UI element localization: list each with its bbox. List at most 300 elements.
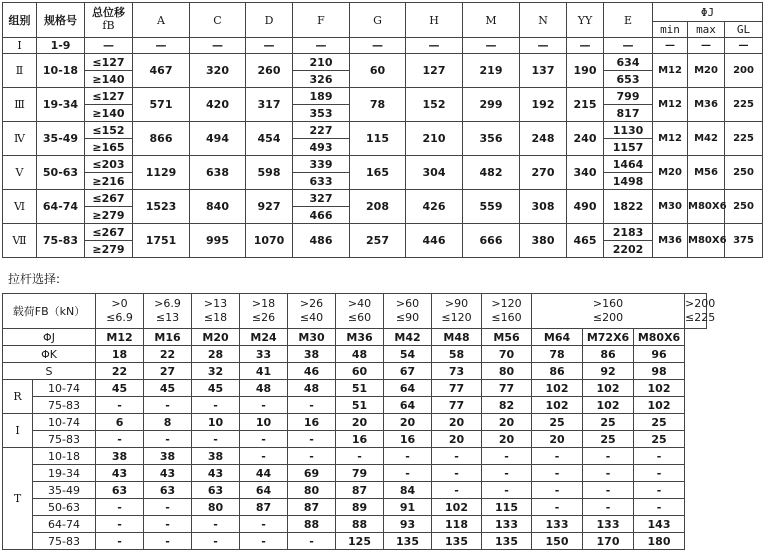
t-spec: 50-63 xyxy=(33,499,96,516)
header-displacement-label: 总位移 xyxy=(92,6,125,20)
load-range xyxy=(685,294,716,329)
cell-E: — xyxy=(604,38,653,54)
s-cell: 27 xyxy=(144,363,192,380)
r-cell: - xyxy=(288,397,336,414)
table-row xyxy=(3,346,707,363)
load-range xyxy=(482,294,532,329)
cell-spec: 50-63 xyxy=(37,156,85,190)
cell-displacement: ≤152 xyxy=(85,122,133,139)
t-cell: - xyxy=(144,499,192,516)
s-cell: 32 xyxy=(192,363,240,380)
r-cell: 77 xyxy=(432,380,482,397)
t-cell: - xyxy=(583,482,634,499)
range-lower: >0 xyxy=(111,296,128,310)
cell-D: 317 xyxy=(246,88,293,122)
t-cell: - xyxy=(336,448,384,465)
cell-C: 995 xyxy=(190,224,246,258)
cell-F: 227 xyxy=(293,122,350,139)
t-cell: - xyxy=(583,448,634,465)
range-upper: ≤13 xyxy=(155,311,180,324)
i-cell: 25 xyxy=(532,414,583,431)
range-lower: >90 xyxy=(444,296,469,310)
i-spec: 10-74 xyxy=(33,414,96,431)
t-spec: 75-83 xyxy=(33,533,96,550)
cell-H: — xyxy=(406,38,463,54)
cell-group: Ⅰ xyxy=(3,38,37,54)
phiK-cell: 22 xyxy=(144,346,192,363)
range-lower: >26 xyxy=(299,296,324,310)
i-group-label: I xyxy=(3,414,33,448)
range-lower: >160 xyxy=(592,296,624,310)
r-cell: 102 xyxy=(583,397,634,414)
cell-F: 326 xyxy=(293,71,350,88)
cell-max: M56 xyxy=(688,156,725,190)
cell-group: Ⅳ xyxy=(3,122,37,156)
cell-group: Ⅱ xyxy=(3,54,37,88)
cell-displacement: ≤127 xyxy=(85,54,133,71)
cell-G: 78 xyxy=(350,88,406,122)
cell-displacement: ≤127 xyxy=(85,88,133,105)
t-cell: 63 xyxy=(144,482,192,499)
cell-group: Ⅶ xyxy=(3,224,37,258)
t-cell: 135 xyxy=(482,533,532,550)
i-cell: 20 xyxy=(432,414,482,431)
r-cell: 102 xyxy=(532,397,583,414)
t-cell: 135 xyxy=(384,533,432,550)
cell-YY: 465 xyxy=(567,224,604,258)
i-cell: 8 xyxy=(144,414,192,431)
phiK-cell: 48 xyxy=(336,346,384,363)
s-cell: 86 xyxy=(532,363,583,380)
range-upper: ≤160 xyxy=(491,311,522,324)
table-row xyxy=(3,363,707,380)
cell-F: 327 xyxy=(293,190,350,207)
t-cell: 91 xyxy=(384,499,432,516)
phiJ-cell: M48 xyxy=(432,329,482,346)
cell-G: 208 xyxy=(350,190,406,224)
cell-F: 189 xyxy=(293,88,350,105)
s-cell: 60 xyxy=(336,363,384,380)
cell-M: 666 xyxy=(463,224,520,258)
cell-F: — xyxy=(293,38,350,54)
cell-H: 127 xyxy=(406,54,463,88)
phiJ-cell: M64 xyxy=(532,329,583,346)
t-cell: 102 xyxy=(432,499,482,516)
i-cell: - xyxy=(144,431,192,448)
cell-N: 137 xyxy=(520,54,567,88)
s-cell: 80 xyxy=(482,363,532,380)
header-M: M xyxy=(463,3,520,38)
t-cell: - xyxy=(288,533,336,550)
cell-F: 353 xyxy=(293,105,350,122)
phiK-cell: 86 xyxy=(583,346,634,363)
cell-YY: 340 xyxy=(567,156,604,190)
table-row xyxy=(3,397,707,414)
t-cell: - xyxy=(482,465,532,482)
cell-D: 927 xyxy=(246,190,293,224)
phiK-cell: 58 xyxy=(432,346,482,363)
cell-YY: 215 xyxy=(567,88,604,122)
r-cell: 77 xyxy=(482,380,532,397)
cell-E: 634 xyxy=(604,54,653,71)
cell-A: 1751 xyxy=(133,224,190,258)
r-cell: 77 xyxy=(432,397,482,414)
t-cell: - xyxy=(288,448,336,465)
header-phiJ: ΦJ xyxy=(653,3,763,22)
t-cell: - xyxy=(583,465,634,482)
s-cell: 46 xyxy=(288,363,336,380)
table-row xyxy=(3,122,763,139)
cell-E: 1498 xyxy=(604,173,653,190)
i-spec: 75-83 xyxy=(33,431,96,448)
i-cell: 25 xyxy=(634,431,685,448)
t-cell: - xyxy=(240,516,288,533)
cell-M: 299 xyxy=(463,88,520,122)
table-row xyxy=(3,465,707,482)
table-row xyxy=(3,516,707,533)
cell-D: 1070 xyxy=(246,224,293,258)
cell-displacement: ≥216 xyxy=(85,173,133,190)
cell-C: 494 xyxy=(190,122,246,156)
t-cell: 43 xyxy=(96,465,144,482)
range-lower: >200 xyxy=(685,296,716,310)
cell-A: 467 xyxy=(133,54,190,88)
range-upper: ≤225 xyxy=(685,311,716,324)
phiK-cell: 96 xyxy=(634,346,685,363)
t-cell: - xyxy=(240,533,288,550)
cell-D: 454 xyxy=(246,122,293,156)
cell-G: 60 xyxy=(350,54,406,88)
cell-max: M20 xyxy=(688,54,725,88)
i-cell: 25 xyxy=(583,431,634,448)
range-upper: ≤18 xyxy=(203,311,228,324)
cell-D: 260 xyxy=(246,54,293,88)
r-cell: 45 xyxy=(144,380,192,397)
cell-min: M12 xyxy=(653,88,688,122)
r-spec: 75-83 xyxy=(33,397,96,414)
t-cell: - xyxy=(634,448,685,465)
table-row xyxy=(3,224,763,241)
cell-N: 308 xyxy=(520,190,567,224)
cell-YY: 490 xyxy=(567,190,604,224)
r-cell: - xyxy=(192,397,240,414)
s-label: S xyxy=(3,363,96,380)
i-cell: 25 xyxy=(583,414,634,431)
i-cell: 6 xyxy=(96,414,144,431)
i-cell: 16 xyxy=(288,414,336,431)
table-row xyxy=(3,499,707,516)
cell-spec: 19-34 xyxy=(37,88,85,122)
cell-GL: 225 xyxy=(725,88,763,122)
i-cell: - xyxy=(240,431,288,448)
cell-H: 426 xyxy=(406,190,463,224)
table-row xyxy=(3,88,763,105)
load-range xyxy=(288,294,336,329)
cell-N: — xyxy=(520,38,567,54)
t-cell: - xyxy=(482,482,532,499)
cell-A: 866 xyxy=(133,122,190,156)
t-cell: 63 xyxy=(96,482,144,499)
cell-A: 571 xyxy=(133,88,190,122)
cell-E: 1464 xyxy=(604,156,653,173)
cell-C: 638 xyxy=(190,156,246,190)
cell-displacement: ≥279 xyxy=(85,207,133,224)
r-spec: 10-74 xyxy=(33,380,96,397)
cell-F: 486 xyxy=(293,224,350,258)
range-upper: ≤6.9 xyxy=(106,311,133,324)
range-upper: ≤26 xyxy=(251,311,276,324)
range-lower: >6.9 xyxy=(154,296,181,310)
range-upper: ≤200 xyxy=(592,311,624,324)
phiK-label: ΦK xyxy=(3,346,96,363)
table-row xyxy=(3,431,707,448)
range-lower: >13 xyxy=(203,296,228,310)
t-cell: 133 xyxy=(482,516,532,533)
header-G: G xyxy=(350,3,406,38)
cell-min: — xyxy=(653,38,688,54)
cell-E: 2202 xyxy=(604,241,653,258)
s-cell: 41 xyxy=(240,363,288,380)
range-lower: >120 xyxy=(491,296,522,310)
cell-GL: 250 xyxy=(725,190,763,224)
cell-M: 356 xyxy=(463,122,520,156)
cell-G: 165 xyxy=(350,156,406,190)
header-GL: GL xyxy=(725,22,763,38)
phiK-cell: 33 xyxy=(240,346,288,363)
t-cell: 125 xyxy=(336,533,384,550)
range-upper: ≤120 xyxy=(441,311,472,324)
cell-H: 152 xyxy=(406,88,463,122)
header-fb-label: fB xyxy=(102,19,115,32)
cell-C: 420 xyxy=(190,88,246,122)
phiJ-cell: M24 xyxy=(240,329,288,346)
t-spec: 64-74 xyxy=(33,516,96,533)
t-cell: - xyxy=(384,448,432,465)
t-cell: 115 xyxy=(482,499,532,516)
phiK-cell: 78 xyxy=(532,346,583,363)
table-row xyxy=(3,329,707,346)
t-cell: - xyxy=(432,465,482,482)
cell-M: — xyxy=(463,38,520,54)
header-D: D xyxy=(246,3,293,38)
t-cell: 93 xyxy=(384,516,432,533)
cell-displacement: ≤267 xyxy=(85,190,133,207)
r-cell: 51 xyxy=(336,380,384,397)
t-cell: - xyxy=(634,482,685,499)
t-cell: - xyxy=(634,499,685,516)
cell-displacement: ≥140 xyxy=(85,71,133,88)
cell-G: 115 xyxy=(350,122,406,156)
t-cell: - xyxy=(384,465,432,482)
header-N: N xyxy=(520,3,567,38)
cell-F: 339 xyxy=(293,156,350,173)
r-cell: 45 xyxy=(192,380,240,397)
r-cell: 102 xyxy=(634,380,685,397)
load-range xyxy=(144,294,192,329)
phiJ-cell: M42 xyxy=(384,329,432,346)
r-cell: 64 xyxy=(384,397,432,414)
cell-F: 493 xyxy=(293,139,350,156)
r-cell: 48 xyxy=(288,380,336,397)
t-cell: 38 xyxy=(192,448,240,465)
cell-A: 1129 xyxy=(133,156,190,190)
load-range xyxy=(336,294,384,329)
load-range xyxy=(192,294,240,329)
cell-E: 817 xyxy=(604,105,653,122)
t-cell: 89 xyxy=(336,499,384,516)
phiJ-label: ΦJ xyxy=(3,329,96,346)
s-cell: 92 xyxy=(583,363,634,380)
s-cell: 73 xyxy=(432,363,482,380)
t-cell: 43 xyxy=(144,465,192,482)
phiJ-cell: M20 xyxy=(192,329,240,346)
cell-min: M20 xyxy=(653,156,688,190)
cell-GL: 375 xyxy=(725,224,763,258)
phiJ-cell: M56 xyxy=(482,329,532,346)
t-cell: - xyxy=(192,516,240,533)
tie-rod-table xyxy=(2,293,716,550)
cell-group: Ⅵ xyxy=(3,190,37,224)
table-row xyxy=(3,190,763,207)
cell-E: 2183 xyxy=(604,224,653,241)
cell-max: M42 xyxy=(688,122,725,156)
t-group-label: T xyxy=(3,448,33,550)
table-row xyxy=(3,482,707,499)
cell-min: M36 xyxy=(653,224,688,258)
r-cell: 48 xyxy=(240,380,288,397)
range-upper: ≤40 xyxy=(299,311,324,324)
t-cell: 80 xyxy=(288,482,336,499)
t-cell: - xyxy=(432,482,482,499)
r-cell: - xyxy=(240,397,288,414)
t-cell: - xyxy=(634,465,685,482)
t-cell: 143 xyxy=(634,516,685,533)
cell-min: M30 xyxy=(653,190,688,224)
cell-YY: — xyxy=(567,38,604,54)
table-row xyxy=(3,38,763,54)
t-cell: - xyxy=(482,448,532,465)
cell-max: — xyxy=(688,38,725,54)
cell-GL: 225 xyxy=(725,122,763,156)
i-cell: - xyxy=(96,431,144,448)
t-cell: 135 xyxy=(432,533,482,550)
header-group: 组别 xyxy=(3,3,37,38)
t-cell: 44 xyxy=(240,465,288,482)
t-cell: 64 xyxy=(240,482,288,499)
cell-spec: 10-18 xyxy=(37,54,85,88)
load-range xyxy=(432,294,482,329)
t-cell: - xyxy=(192,533,240,550)
cell-F: 466 xyxy=(293,207,350,224)
load-range xyxy=(384,294,432,329)
range-upper: ≤90 xyxy=(395,311,420,324)
load-label: 载荷FB（kN） xyxy=(3,294,96,329)
cell-F: 210 xyxy=(293,54,350,71)
t-cell: - xyxy=(532,482,583,499)
cell-C: 320 xyxy=(190,54,246,88)
t-cell: - xyxy=(96,516,144,533)
header-C: C xyxy=(190,3,246,38)
table-row xyxy=(3,448,707,465)
phiJ-cell: M16 xyxy=(144,329,192,346)
r-cell: - xyxy=(144,397,192,414)
cell-spec: 64-74 xyxy=(37,190,85,224)
header-E: E xyxy=(604,3,653,38)
t-cell: 118 xyxy=(432,516,482,533)
t-cell: - xyxy=(96,499,144,516)
r-cell: 82 xyxy=(482,397,532,414)
cell-C: — xyxy=(190,38,246,54)
r-cell: 102 xyxy=(583,380,634,397)
range-lower: >60 xyxy=(395,296,420,310)
load-range xyxy=(240,294,288,329)
s-cell: 98 xyxy=(634,363,685,380)
range-lower: >40 xyxy=(347,296,372,310)
t-cell: 84 xyxy=(384,482,432,499)
header-max: max xyxy=(688,22,725,38)
t-cell: 150 xyxy=(532,533,583,550)
i-cell: 20 xyxy=(384,414,432,431)
cell-M: 219 xyxy=(463,54,520,88)
phiK-cell: 38 xyxy=(288,346,336,363)
t-cell: 79 xyxy=(336,465,384,482)
r-cell: 45 xyxy=(96,380,144,397)
dimension-table xyxy=(2,2,763,258)
cell-YY: 240 xyxy=(567,122,604,156)
t-cell: 38 xyxy=(144,448,192,465)
t-cell: 38 xyxy=(96,448,144,465)
header-H: H xyxy=(406,3,463,38)
cell-A: 1523 xyxy=(133,190,190,224)
r-cell: 102 xyxy=(532,380,583,397)
cell-spec: 1-9 xyxy=(37,38,85,54)
cell-E: 799 xyxy=(604,88,653,105)
i-cell: 10 xyxy=(192,414,240,431)
cell-A: — xyxy=(133,38,190,54)
cell-displacement: ≤267 xyxy=(85,224,133,241)
cell-max: M80X6 xyxy=(688,190,725,224)
range-upper: ≤60 xyxy=(347,311,372,324)
cell-N: 380 xyxy=(520,224,567,258)
i-cell: 20 xyxy=(336,414,384,431)
t-cell: 69 xyxy=(288,465,336,482)
header-F: F xyxy=(293,3,350,38)
table-row xyxy=(3,156,763,173)
t-cell: 87 xyxy=(288,499,336,516)
t-spec: 10-18 xyxy=(33,448,96,465)
t-spec: 35-49 xyxy=(33,482,96,499)
cell-E: 653 xyxy=(604,71,653,88)
cell-min: M12 xyxy=(653,122,688,156)
t-cell: - xyxy=(532,499,583,516)
i-cell: 20 xyxy=(532,431,583,448)
header-A: A xyxy=(133,3,190,38)
load-range xyxy=(532,294,685,329)
cell-YY: 190 xyxy=(567,54,604,88)
cell-GL: 200 xyxy=(725,54,763,88)
t-cell: 180 xyxy=(634,533,685,550)
cell-GL: — xyxy=(725,38,763,54)
header-displacement xyxy=(85,3,133,38)
cell-min: M12 xyxy=(653,54,688,88)
caption-tie-rod-selection: 拉杆选择: xyxy=(8,272,61,286)
cell-spec: 75-83 xyxy=(37,224,85,258)
t-cell: 133 xyxy=(583,516,634,533)
t-cell: - xyxy=(144,533,192,550)
phiJ-cell: M30 xyxy=(288,329,336,346)
cell-E: 1130 xyxy=(604,122,653,139)
t-cell: 87 xyxy=(336,482,384,499)
